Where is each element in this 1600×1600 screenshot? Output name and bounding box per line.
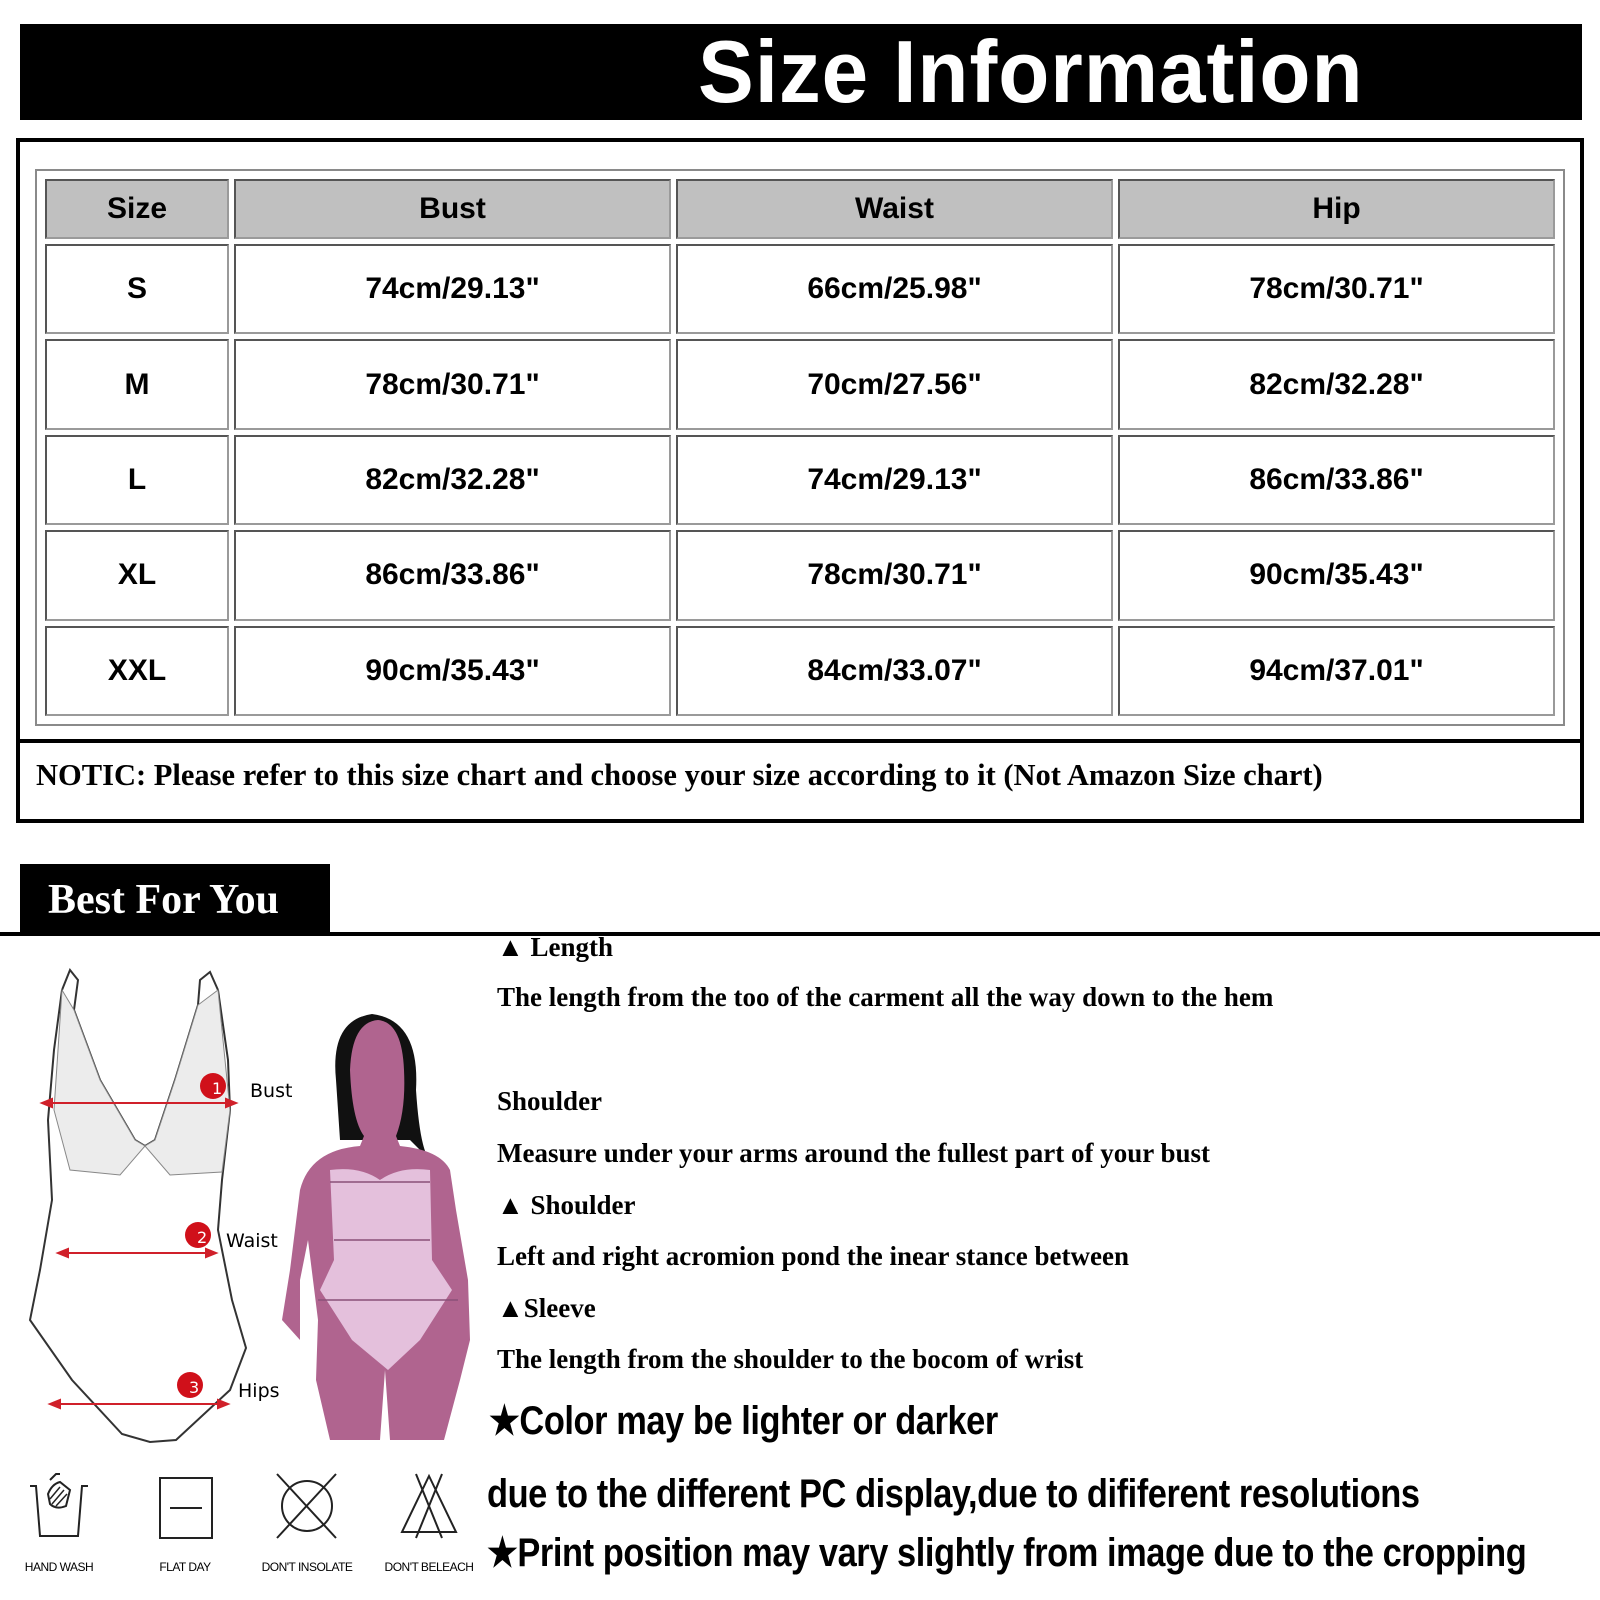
cell-hip: 94cm/37.01" <box>1118 626 1555 716</box>
cell-bust: 90cm/35.43" <box>234 626 671 716</box>
guide-heading-shoulder: Shoulder <box>497 1086 603 1116</box>
table-header-row <box>45 179 1555 239</box>
size-table-frame <box>35 169 1565 726</box>
marker-3-label: 3 <box>189 1378 200 1397</box>
cell-waist: 70cm/27.56" <box>676 339 1113 429</box>
cell-bust: 74cm/29.13" <box>234 244 671 334</box>
section-divider <box>0 932 1600 936</box>
table-row <box>45 339 1555 429</box>
page-title: Size Information <box>698 22 1364 121</box>
table-row <box>45 435 1555 525</box>
cell-hip: 86cm/33.86" <box>1118 435 1555 525</box>
table-row <box>45 530 1555 620</box>
cell-hip: 78cm/30.71" <box>1118 244 1555 334</box>
do-not-tumble-dry-icon <box>274 1470 340 1540</box>
guide-text-length: The length from the too of the carment all the way down to the hem <box>497 982 1274 1012</box>
cell-bust: 86cm/33.86" <box>234 530 671 620</box>
disclaimer-print: ★Print position may vary slightly from image due to the cropping <box>487 1531 1527 1575</box>
cell-bust: 82cm/32.28" <box>234 435 671 525</box>
size-chart-notice: NOTIC: Please refer to this size chart and choose your size according to it (Not Amazon Size chart) <box>20 739 1580 819</box>
guide-text-shoulder: Left and right acromion pond the inear stance between <box>497 1241 1129 1271</box>
care-dont-bleach <box>374 1470 484 1574</box>
guide-text-sleeve: The length from the shoulder to the bocom of wrist <box>497 1344 1084 1374</box>
marker-2-label: 2 <box>197 1228 208 1247</box>
guide-heading-length: ▲ Length <box>497 932 613 962</box>
bust-label: Bust <box>250 1080 293 1102</box>
care-flat-dry <box>130 1470 240 1574</box>
column-header-bust: Bust <box>234 179 671 239</box>
cell-waist: 66cm/25.98" <box>676 244 1113 334</box>
hand-wash-icon <box>26 1470 92 1540</box>
size-table <box>40 174 1560 721</box>
cell-size: M <box>45 339 229 429</box>
care-label: FLAT DAY <box>159 1560 211 1574</box>
do-not-bleach-icon <box>396 1470 462 1540</box>
table-row <box>45 626 1555 716</box>
cell-size: XXL <box>45 626 229 716</box>
disclaimer-color: ★Color may be lighter or darker <box>489 1399 998 1443</box>
cell-waist: 74cm/29.13" <box>676 435 1113 525</box>
waist-label: Waist <box>226 1230 278 1252</box>
disclaimer-display: due to the different PC display,due to dififerent resolutions <box>487 1472 1420 1516</box>
cell-hip: 82cm/32.28" <box>1118 339 1555 429</box>
hips-label: Hips <box>238 1380 280 1402</box>
column-header-waist: Waist <box>676 179 1113 239</box>
title-bar <box>20 24 1582 120</box>
best-for-you-tab: Best For You <box>20 864 330 934</box>
cell-size: L <box>45 435 229 525</box>
guide-text-bust: Measure under your arms around the fullest part of your bust <box>497 1138 1211 1168</box>
measurement-diagram <box>0 940 480 1460</box>
cell-size: XL <box>45 530 229 620</box>
column-header-hip: Hip <box>1118 179 1555 239</box>
cell-hip: 90cm/35.43" <box>1118 530 1555 620</box>
flat-dry-icon <box>152 1470 218 1540</box>
cell-waist: 84cm/33.07" <box>676 626 1113 716</box>
care-label: DON'T BELEACH <box>384 1560 474 1574</box>
cell-waist: 78cm/30.71" <box>676 530 1113 620</box>
care-label: HAND WASH <box>24 1560 94 1574</box>
care-hand-wash <box>4 1470 114 1574</box>
size-chart-box <box>16 138 1584 823</box>
cell-bust: 78cm/30.71" <box>234 339 671 429</box>
table-row <box>45 244 1555 334</box>
care-label: DON'T INSOLATE <box>261 1560 353 1574</box>
guide-heading-shoulder-2: ▲ Shoulder <box>497 1190 636 1220</box>
column-header-size: Size <box>45 179 229 239</box>
care-dont-insolate <box>252 1470 362 1574</box>
marker-1-label: 1 <box>212 1079 223 1098</box>
guide-heading-sleeve: ▲Sleeve <box>497 1293 596 1323</box>
cell-size: S <box>45 244 229 334</box>
